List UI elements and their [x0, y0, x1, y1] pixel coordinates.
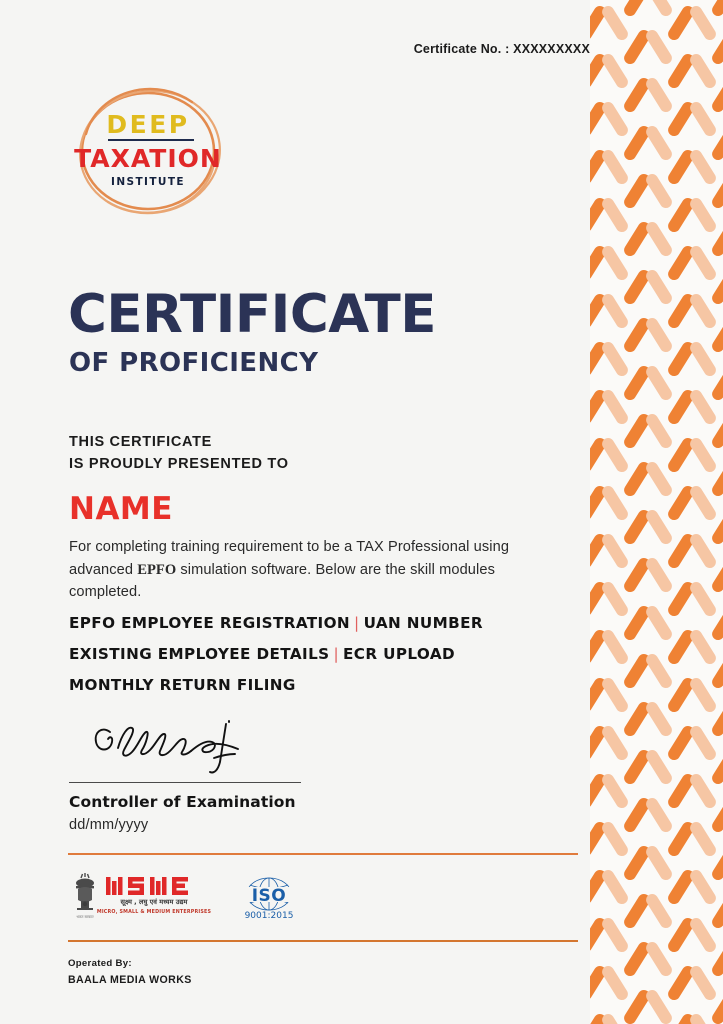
module-label: ECR UPLOAD: [343, 645, 455, 663]
body-paragraph: [69, 536, 519, 604]
chevron-icon: [626, 984, 674, 1024]
chevron-icon: [714, 168, 723, 214]
chevron-icon: [626, 360, 674, 406]
chevron-icon: [670, 768, 718, 814]
svg-text:ISO: ISO: [251, 886, 287, 906]
chevron-icon: [626, 312, 674, 358]
operator-name: BAALA MEDIA WORKS: [68, 974, 192, 986]
module-separator: |: [354, 614, 360, 632]
chevron-icon: [670, 240, 718, 286]
chevron-arm-left: [622, 0, 652, 18]
chevron-icon: [626, 840, 674, 886]
chevron-icon: [714, 984, 723, 1024]
chevron-icon: [714, 24, 723, 70]
module-label: MONTHLY RETURN FILING: [69, 676, 296, 694]
chevron-icon: [714, 120, 723, 166]
chevron-icon: [714, 72, 723, 118]
page-subtitle: OF PROFICIENCY: [69, 348, 319, 378]
chevron-icon: [714, 552, 723, 598]
svg-text:9001:2015: 9001:2015: [244, 911, 294, 921]
chevron-icon: [714, 744, 723, 790]
chevron-icon: [670, 480, 718, 526]
chevron-icon: [626, 24, 674, 70]
chevron-icon: [714, 888, 723, 934]
chevron-icon: [714, 600, 723, 646]
chevron-icon: [714, 264, 723, 310]
chevron-icon: [714, 840, 723, 886]
chevron-icon: [626, 72, 674, 118]
chevron-icon: [714, 216, 723, 262]
chevron-icon: [670, 624, 718, 670]
module-row: [69, 614, 539, 632]
svg-text:सूक्ष्म , लघु एवं मध्यम उद्यम: सूक्ष्म , लघु एवं मध्यम उद्यम: [120, 898, 188, 906]
chevron-icon: [670, 576, 718, 622]
chevron-icon: [714, 312, 723, 358]
chevron-icon: [714, 696, 723, 742]
chevron-icon: [626, 216, 674, 262]
chevron-icon: [626, 696, 674, 742]
chevron-icon: [626, 792, 674, 838]
chevron-icon: [670, 288, 718, 334]
module-row: [69, 645, 539, 663]
chevron-icon: [670, 816, 718, 862]
chevron-icon: [714, 648, 723, 694]
chevron-icon: [670, 672, 718, 718]
chevron-icon: [626, 888, 674, 934]
divider-bottom: [68, 940, 578, 942]
operated-by-label: Operated By:: [68, 958, 132, 969]
logo-line-taxation: TAXATION: [74, 144, 222, 173]
chevron-icon: [714, 792, 723, 838]
chevron-icon: [626, 648, 674, 694]
recipient-name: NAME: [69, 491, 173, 527]
chevron-icon: [626, 408, 674, 454]
module-label: UAN NUMBER: [363, 614, 483, 632]
skill-modules-list: [69, 614, 539, 707]
page-title: CERTIFICATE: [68, 284, 436, 345]
chevron-icon: [714, 456, 723, 502]
signatory-title: Controller of Examination: [69, 793, 296, 811]
svg-text:MICRO, SMALL & MEDIUM ENTERPRI: MICRO, SMALL & MEDIUM ENTERPRISES: [96, 910, 212, 915]
chevron-icon: [626, 168, 674, 214]
brand-logo: [72, 82, 224, 220]
chevron-icon: [670, 1008, 718, 1024]
chevron-icon: [670, 912, 718, 958]
chevron-icon: [626, 264, 674, 310]
footer: [68, 958, 192, 986]
chevron-icon: [670, 192, 718, 238]
presented-line-1: THIS CERTIFICATE: [69, 434, 213, 450]
body-part-2: simulation software. Below are the skill modules completed.: [69, 561, 495, 601]
chevron-icon: [626, 600, 674, 646]
chevron-icon: [626, 120, 674, 166]
chevron-icon: [714, 0, 723, 22]
signature-image: [88, 718, 268, 780]
chevron-icon: [626, 744, 674, 790]
chevron-icon: [626, 456, 674, 502]
chevron-icon: [670, 960, 718, 1006]
chevron-icon: [670, 48, 718, 94]
chevron-icon: [626, 936, 674, 982]
body-part-1: For completing training requirement to be a TAX Professional using advanced: [69, 539, 510, 578]
logo-line-deep: DEEP: [106, 110, 190, 139]
svg-text:भारत सरकार: भारत सरकार: [76, 915, 94, 919]
body-emphasis-epfo: EPFO: [137, 561, 177, 578]
iso-logo-icon: [233, 874, 305, 922]
presented-line-2: IS PROUDLY PRESENTED TO: [69, 455, 289, 472]
chevron-icon: [670, 720, 718, 766]
chevron-icon: [714, 504, 723, 550]
module-label: EPFO EMPLOYEE REGISTRATION: [69, 614, 351, 632]
presented-to-text: [69, 432, 289, 476]
module-separator: |: [333, 645, 340, 663]
logo-divider: [108, 139, 194, 141]
chevron-icon: [714, 408, 723, 454]
chevron-icon: [670, 0, 718, 46]
chevron-icon: [670, 864, 718, 910]
chevron-icon: [670, 384, 718, 430]
chevron-icon: [670, 96, 718, 142]
msme-logo-icon: [68, 872, 216, 922]
signature-rule: [69, 782, 301, 783]
logo-line-institute: INSTITUTE: [111, 176, 185, 188]
chevron-icon: [714, 360, 723, 406]
chevron-icon: [714, 936, 723, 982]
certificate-number: Certificate No. : XXXXXXXXX: [413, 42, 590, 56]
module-label: EXISTING EMPLOYEE DETAILS: [69, 645, 330, 663]
chevron-icon: [626, 552, 674, 598]
divider-top: [68, 853, 578, 855]
chevron-icon: [670, 144, 718, 190]
chevron-icon: [670, 336, 718, 382]
issue-date: dd/mm/yyyy: [69, 817, 149, 833]
module-row: [69, 676, 539, 694]
chevron-icon: [626, 0, 674, 22]
chevron-icon: [670, 432, 718, 478]
chevron-icon: [670, 528, 718, 574]
chevron-pattern: [590, 0, 723, 1024]
chevron-icon: [626, 504, 674, 550]
